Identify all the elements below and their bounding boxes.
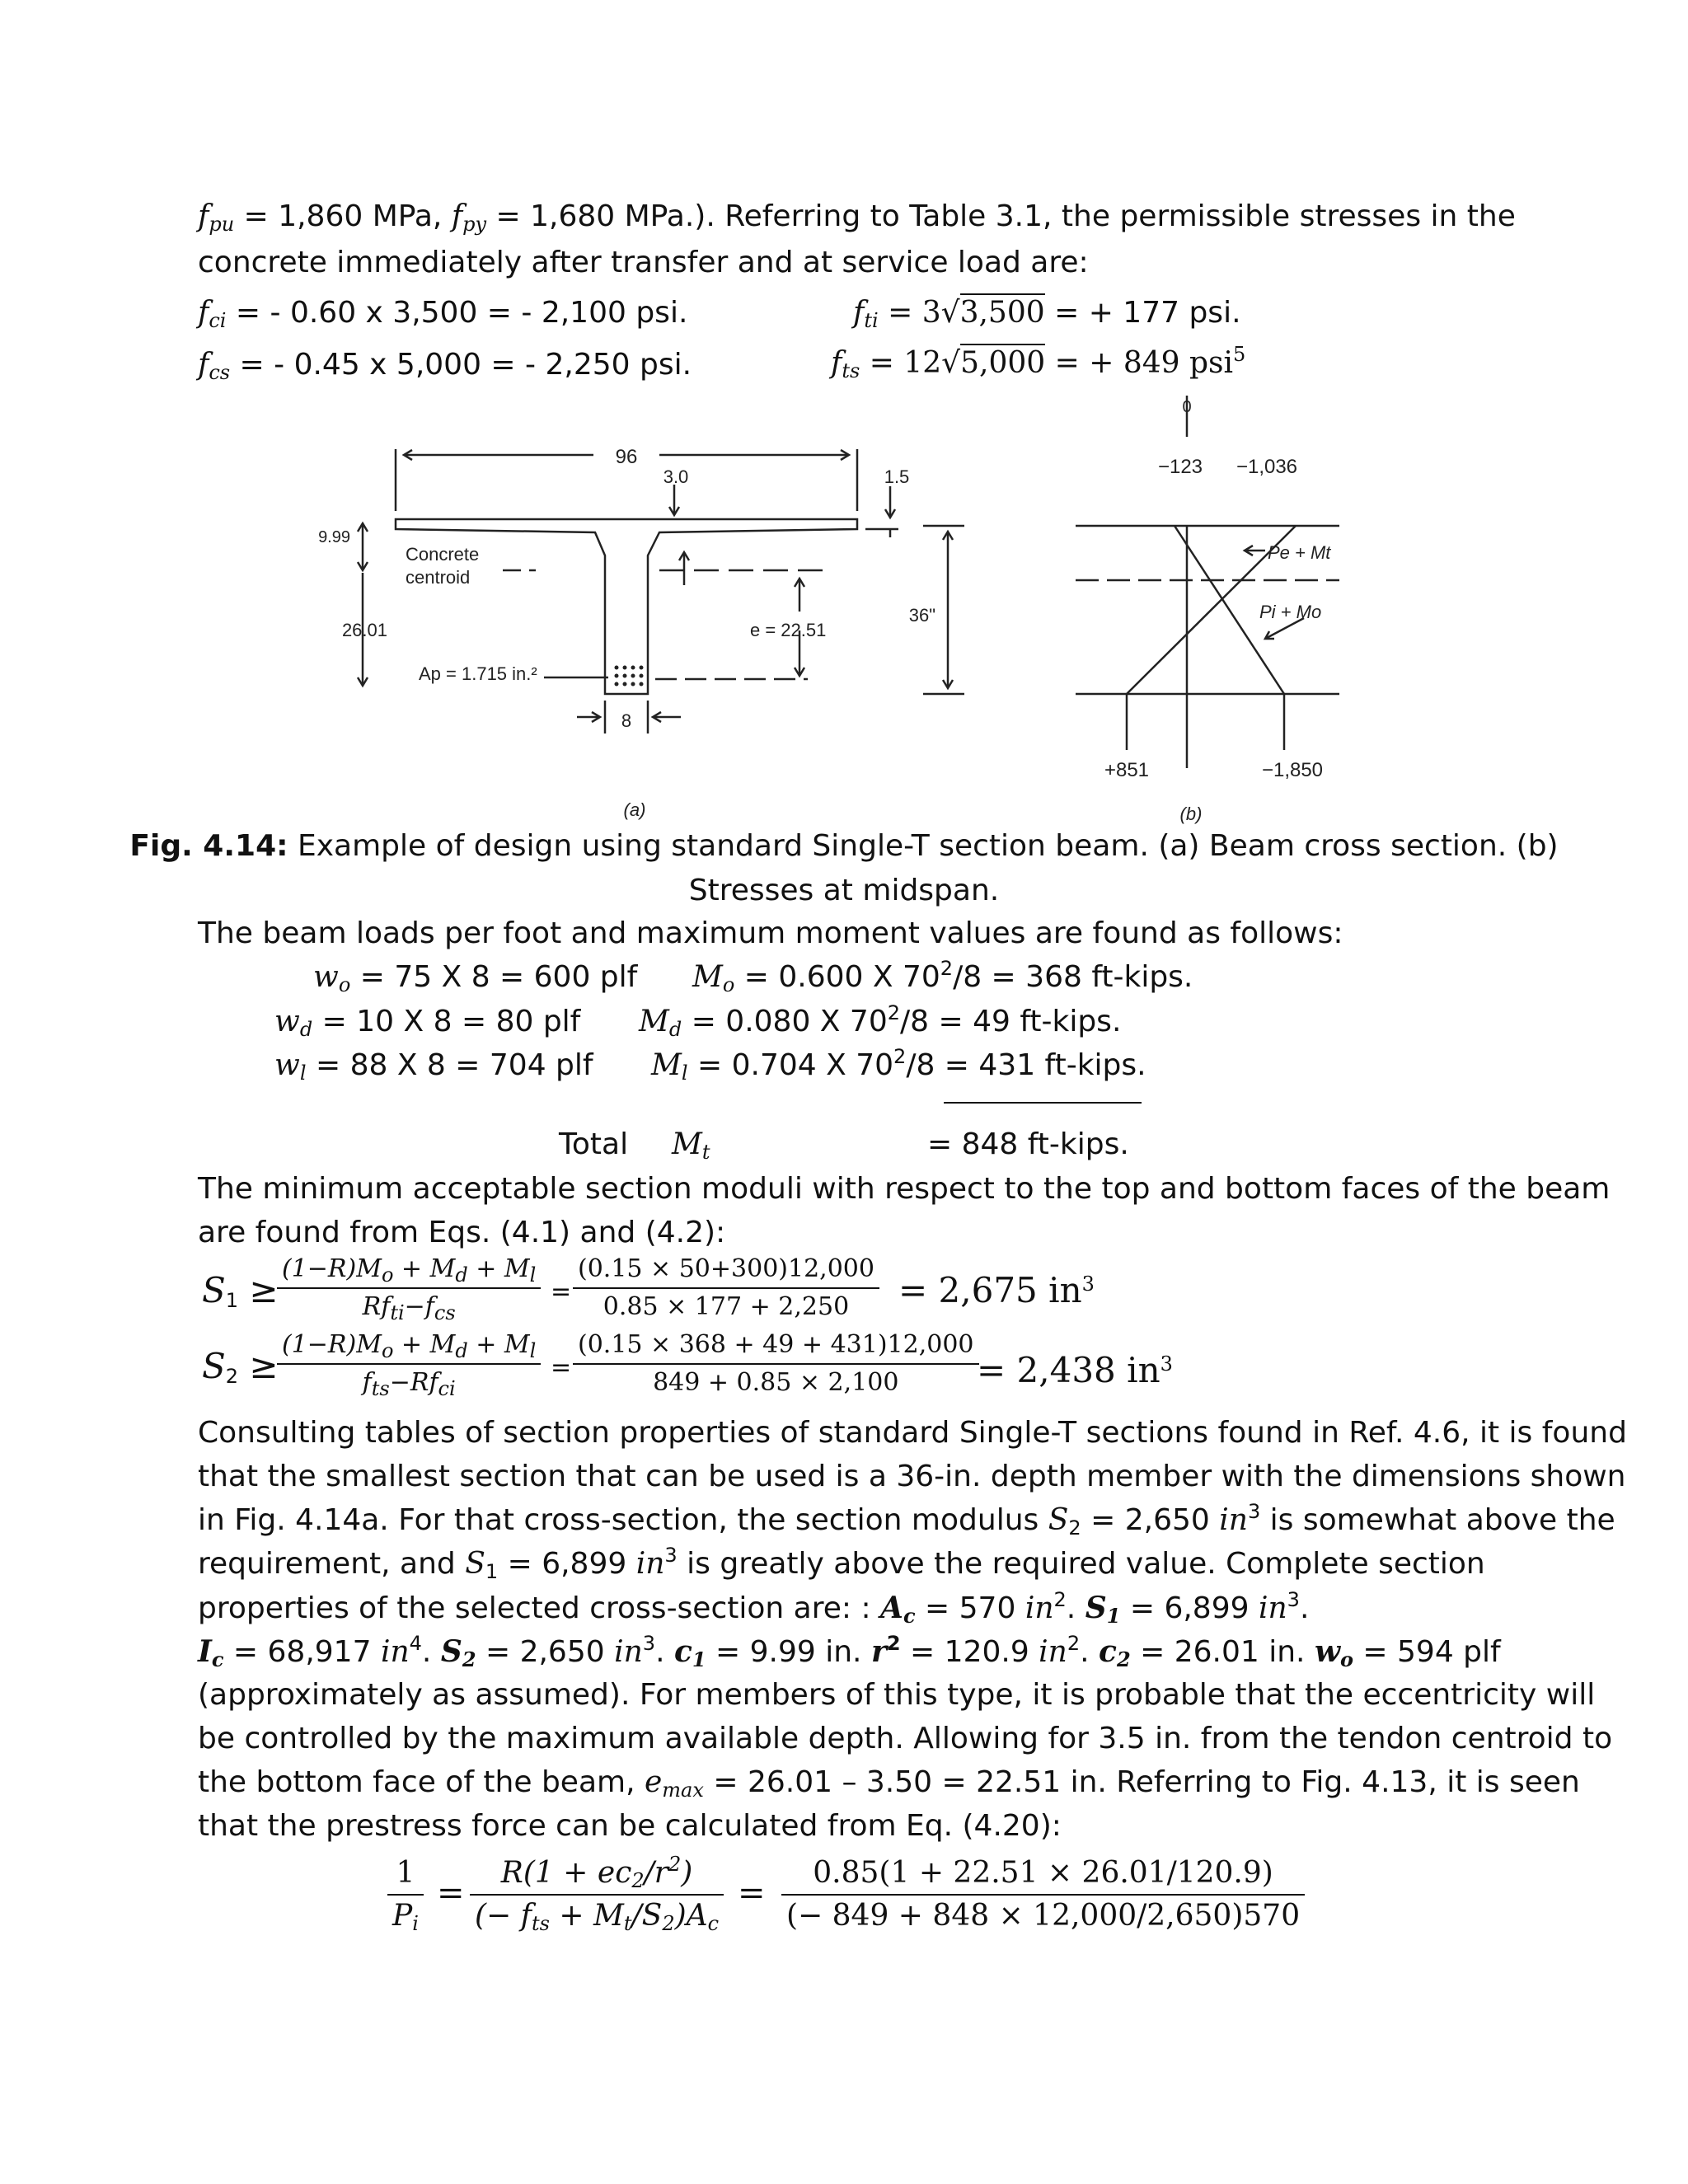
- body-line-3: in Fig. 4.14a. For that cross-section, the section modulus $S_2 = 2,650$ $in^3$ is somewhat above the: [198, 1500, 1615, 1540]
- figure-caption-2: Stresses at midspan.: [688, 874, 1000, 907]
- s2-symbolic-fraction: $(1-R)M_o + M_d + M_l$ $f_{ts}-Rf_{ci}$: [277, 1329, 541, 1399]
- loads-intro: The beam loads per foot and maximum moment values are found as follows:: [198, 916, 1343, 950]
- stress-top-right: −1,036: [1236, 456, 1298, 478]
- body-line-4: requirement, and $S_1 = 6,899$ $in^3$ is greatly above the required value. Complete section: [198, 1544, 1485, 1583]
- ml-equation: $M_l = 0.704$ X $70^2/8 = 431$ ft-kips.: [651, 1045, 1146, 1085]
- s2-result: = 2,438 $in^3$: [977, 1350, 1173, 1390]
- panel-b-label: (b): [1179, 804, 1203, 824]
- body-line-9: the bottom face of the beam, $e_{max} = 26.01 - 3.50 = 22.51$ in. Referring to Fig. 4.13, it is seen: [198, 1765, 1580, 1802]
- moduli-intro-2: are found from Eqs. (4.1) and (4.2):: [198, 1216, 726, 1249]
- stress-top-left: −123: [1157, 456, 1203, 478]
- line-pi-mo-label: Pi + Mo: [1259, 602, 1322, 622]
- body-line-6: $I_c = 68,917$ $in^4$. $S_2 = 2,650$ $in^3$. $c_1 = 9.99$ in. $r^2 = 120.9$ $in^2$. $c_2 = 26.01$ in. $w_o = 594$ plf: [198, 1632, 1501, 1671]
- edge-label: 1.5: [884, 466, 910, 487]
- wl-equation: $w_l = 88$ X 8 = 704 plf: [274, 1048, 593, 1085]
- centroid-label-2: centroid: [406, 567, 471, 588]
- intro-line-2: concrete immediately after transfer and at service load are:: [198, 246, 1089, 279]
- body-line-10: that the prestress force can be calculated from Eq. (4.20):: [198, 1809, 1062, 1843]
- panel-a-label: (a): [623, 799, 646, 820]
- body-line-1: Consulting tables of section properties of standard Single-T sections found in Ref. 4.6, it is found: [198, 1416, 1627, 1450]
- beam-cross-section: [358, 449, 964, 733]
- width-label: 96: [615, 446, 638, 468]
- s1-result: = 2,675 $in^3$: [898, 1270, 1095, 1310]
- centroid-label-1: Concrete: [406, 544, 480, 565]
- total-word: Total: [559, 1127, 629, 1161]
- stress-bottom-right: −1,850: [1261, 759, 1324, 781]
- flange-label: 3.0: [663, 466, 689, 487]
- body-line-7: (approximately as assumed). For members of this type, it is probable that the eccentricity will: [198, 1678, 1596, 1712]
- eccentricity-label: e = 22.51: [750, 620, 827, 640]
- s1-symbol: $S_1$ ≥: [202, 1270, 279, 1312]
- prestressing-strands: [615, 666, 644, 687]
- total-value: = 848 ft-kips.: [927, 1127, 1129, 1161]
- figure-caption-1: Fig. 4.14: Example of design using standard Single-T section beam. (a) Beam cross section. (b): [129, 829, 1559, 863]
- pi-reciprocal-fraction: $\frac{1}{P_i}$: [387, 1854, 424, 1935]
- eq-symbolic-fraction: $R(1 + ec_2/r^2)$ (− $f_{ts} + M_t/S_2)A_c$: [470, 1854, 724, 1935]
- depth-label: 36": [908, 605, 935, 626]
- stress-diagram: [1076, 396, 1339, 768]
- wo-equation: $w_o = 75$ X 8 = 600 plf: [313, 960, 638, 996]
- fti-equation: $f_{ti} = 3√3,500$ = + 177 psi.: [853, 294, 1241, 332]
- body-line-2: that the smallest section that can be used is a 36-in. depth member with the dimensions shown: [198, 1460, 1626, 1493]
- fci-equation: $f_{ci}$ = - 0.60 x 3,500 = - 2,100 psi.: [198, 296, 688, 332]
- eq-numeric-fraction: $\frac{0.85(1 + 22.51 \times 26.01/120.9)}{(- 849 + 848 \times 12,000/2,650)570}$: [781, 1854, 1305, 1935]
- md-equation: $M_d = 0.080$ X $70^2/8 = 49$ ft-kips.: [639, 1001, 1122, 1041]
- wd-equation: $w_d = 10$ X 8 = 80 plf: [274, 1005, 581, 1041]
- fts-equation: $f_{ts} = 12√5,000$ = + 849 psi$^5$: [831, 343, 1246, 382]
- intro-line-1: $f_{pu} = 1,860$ MPa, $f_{py} = 1,680$ MPa.). Referring to Table 3.1, the permissible stresses in the: [198, 199, 1516, 236]
- s1-symbolic-fraction: $(1-R)M_o + M_d + M_l$ $Rf_{ti}-f_{cs}$: [277, 1253, 541, 1324]
- line-pe-mt-label: Pe + Mt: [1268, 542, 1331, 563]
- c1-label: 9.99: [318, 528, 350, 546]
- body-line-8: be controlled by the maximum available depth. Allowing for 3.5 in. from the tendon centroid to: [198, 1722, 1613, 1755]
- stress-bottom-left: +851: [1104, 759, 1150, 781]
- web-width-label: 8: [621, 710, 632, 731]
- s1-numeric-fraction: $\frac{(0.15 \times 50+300)12,000}{0.85 \times 177 + 2,250}$: [573, 1253, 879, 1324]
- total-symbol: $M_t$: [672, 1127, 710, 1164]
- s2-equals: =: [551, 1353, 572, 1382]
- ap-label: Ap = 1.715 in.²: [419, 663, 537, 684]
- eq-equals-2: =: [738, 1874, 766, 1912]
- moduli-intro-1: The minimum acceptable section moduli with respect to the top and bottom faces of the beam: [198, 1172, 1611, 1206]
- s2-symbol: $S_2$ ≥: [202, 1346, 279, 1388]
- fcs-equation: $f_{cs}$ = - 0.45 x 5,000 = - 2,250 psi.: [198, 348, 692, 384]
- mo-equation: $M_o = 0.600$ X $70^2/8 = 368$ ft-kips.: [692, 957, 1193, 996]
- stress-zero-label: 0: [1182, 398, 1192, 416]
- c2-label: 26.01: [341, 620, 387, 640]
- sum-rule: [944, 1102, 1142, 1104]
- body-line-5: properties of the selected cross-section are: : $A_c = 570$ $in^2$. $S_1 = 6,899$ $in^3$.: [198, 1588, 1310, 1628]
- eq-equals-1: =: [437, 1874, 465, 1912]
- s2-numeric-fraction: $\frac{(0.15 \times 368 + 49 + 431)12,000}{849 + 0.85 \times 2,100}$: [573, 1329, 979, 1399]
- s1-equals: =: [551, 1277, 572, 1306]
- figure-4-14: [0, 387, 1688, 824]
